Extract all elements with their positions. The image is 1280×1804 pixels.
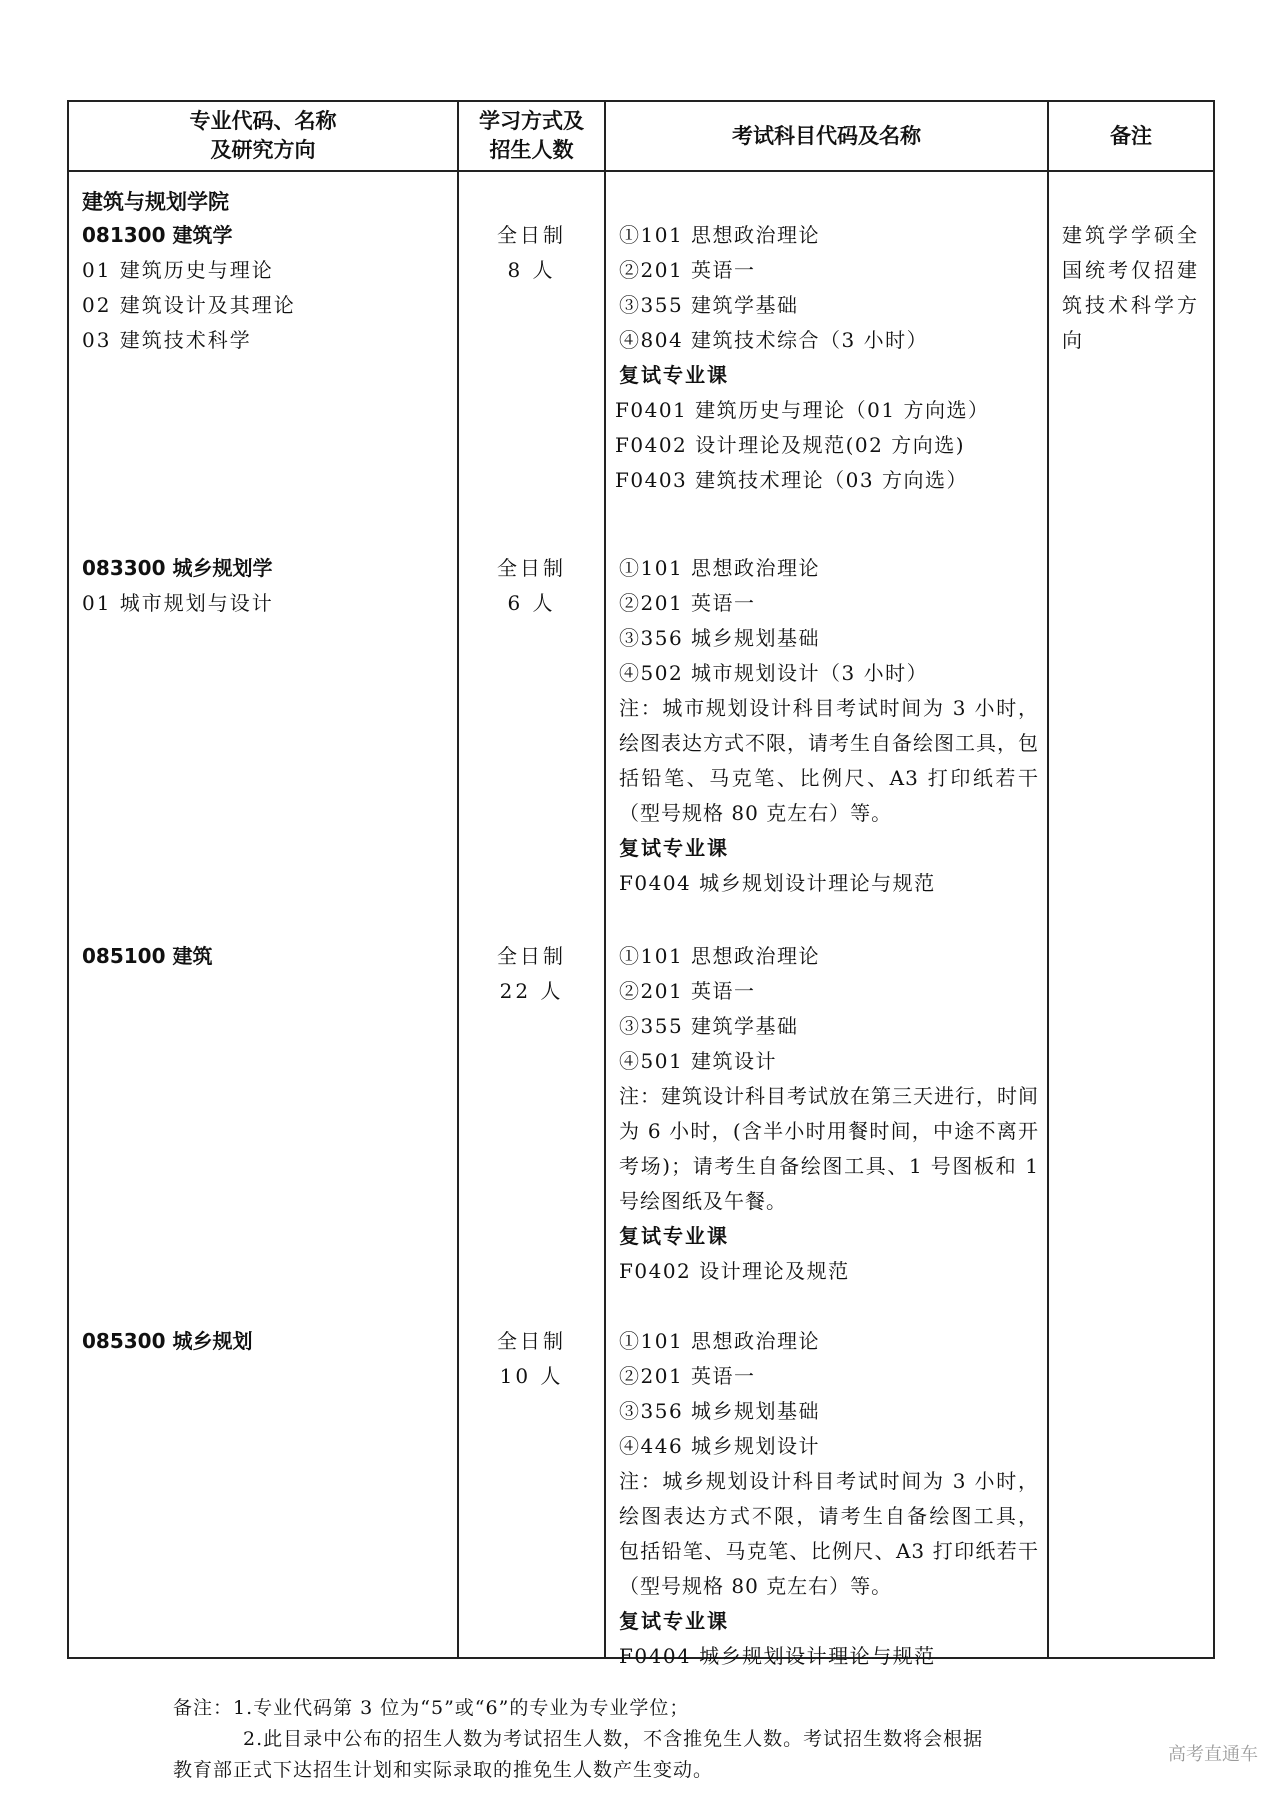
exam-subject: ①101 思想政治理论 [619,223,821,247]
exam-note: 注：建筑设计科目考试放在第三天进行，时间为 6 小时，(含半小时用餐时间，中途不离开考场)；请考生自备绘图工具、1 号图板和 1 号绘图纸及午餐。 [619,1084,1039,1213]
exam-subject: ①101 思想政治理论 [619,556,821,580]
major-code-name: 085300 城乡规划 [82,1329,253,1353]
table-header-row [68,101,1214,171]
header-mode-line1: 学习方式及 [479,109,584,133]
research-direction: 02 建筑设计及其理论 [82,293,296,317]
exam-subject: ④501 建筑设计 [619,1049,778,1073]
exam-block [606,939,1047,1289]
major-code-name: 083300 城乡规划学 [82,556,273,580]
retest-course: F0404 城乡规划设计理论与规范 [619,1644,936,1668]
exam-subject: ③356 城乡规划基础 [619,1399,821,1423]
footnotes [173,1693,1133,1786]
mode-block [459,218,604,288]
retest-label: 复试专业课 [619,836,729,860]
retest-course: F0404 城乡规划设计理论与规范 [619,871,936,895]
header-mode [458,101,605,171]
footnote-2-continued: 教育部正式下达招生计划和实际录取的推免生人数产生变动。 [173,1759,714,1781]
mode-block [459,1324,604,1394]
exam-subject: ③355 建筑学基础 [619,1014,799,1038]
header-mode-line2: 招生人数 [489,138,574,162]
exam-block [606,551,1047,901]
exam-subject: ②201 英语一 [619,258,756,282]
exam-subject: ①101 思想政治理论 [619,1329,821,1353]
header-major-line2: 及研究方向 [210,138,316,162]
footnote-2: 2.此目录中公布的招生人数为考试招生人数，不含推免生人数。考试招生数将会根据 [243,1728,984,1750]
exam-block [606,218,1047,498]
header-major [68,101,458,171]
exam-subject: ④804 建筑技术综合（3 小时） [619,328,929,352]
header-major-line1: 专业代码、名称 [189,109,337,133]
retest-label: 复试专业课 [619,1224,729,1248]
table-body-row [68,171,1214,1658]
header-exam: 考试科目代码及名称 [605,101,1048,171]
enrollment-count: 10 人 [499,1364,564,1388]
study-mode: 全日制 [497,556,566,580]
retest-course: F0402 设计理论及规范(02 方向选) [615,433,966,457]
major-block [69,218,457,358]
major-column [68,171,458,1658]
header-remark: 备注 [1048,101,1214,171]
exam-subject: ④446 城乡规划设计 [619,1434,821,1458]
study-mode: 全日制 [497,944,566,968]
watermark-text: 高考直通车 [1168,1744,1258,1765]
exam-subject: ②201 英语一 [619,979,756,1003]
enrollment-count: 8 人 [507,258,556,282]
exam-block [606,1324,1047,1674]
major-code-name: 085100 建筑 [82,944,213,968]
study-mode: 全日制 [497,223,566,247]
exam-note: 注：城市规划设计科目考试时间为 3 小时，绘图表达方式不限，请考生自备绘图工具，包括铅笔、马克笔、比例尺、A3 打印纸若干（型号规格 80 克左右）等。 [619,696,1039,825]
retest-course: F0401 建筑历史与理论（01 方向选） [615,398,990,422]
major-code-name: 081300 建筑学 [82,223,233,247]
exam-subject: ②201 英语一 [619,1364,756,1388]
major-block [69,1324,457,1359]
exam-note: 注：城乡规划设计科目考试时间为 3 小时，绘图表达方式不限，请考生自备绘图工具， 包括铅笔、马克笔、比例尺、A3 打印纸若干（型号规格 80 克左右）等。 [619,1469,1039,1598]
retest-course: F0403 建筑技术理论（03 方向选） [615,468,968,492]
college-name: 建筑与规划学院 [82,190,229,214]
mode-block [459,551,604,621]
footnote-1: 备注：1.专业代码第 3 位为“5”或“6”的专业为专业学位； [173,1697,690,1719]
retest-course: F0402 设计理论及规范 [619,1259,850,1283]
remark-column [1048,171,1214,1658]
exam-subject: ①101 思想政治理论 [619,944,821,968]
major-block [69,939,457,974]
exam-subject: ②201 英语一 [619,591,756,615]
mode-column [458,171,605,1658]
research-direction: 03 建筑技术科学 [82,328,252,352]
enrollment-count: 6 人 [507,591,556,615]
exam-column [605,171,1048,1668]
retest-label: 复试专业课 [619,1609,729,1633]
major-remark: 建筑学学硕全国统考仅招建筑技术科学方向 [1062,223,1200,352]
study-mode: 全日制 [497,1329,566,1353]
major-block [69,551,457,621]
exam-subject: ③356 城乡规划基础 [619,626,821,650]
retest-label: 复试专业课 [619,363,729,387]
exam-subject: ③355 建筑学基础 [619,293,799,317]
admission-catalog-table [67,100,1215,1668]
research-direction: 01 城市规划与设计 [82,591,274,615]
exam-subject: ④502 城市规划设计（3 小时） [619,661,929,685]
mode-block [459,939,604,1009]
enrollment-count: 22 人 [499,979,564,1003]
research-direction: 01 建筑历史与理论 [82,258,274,282]
